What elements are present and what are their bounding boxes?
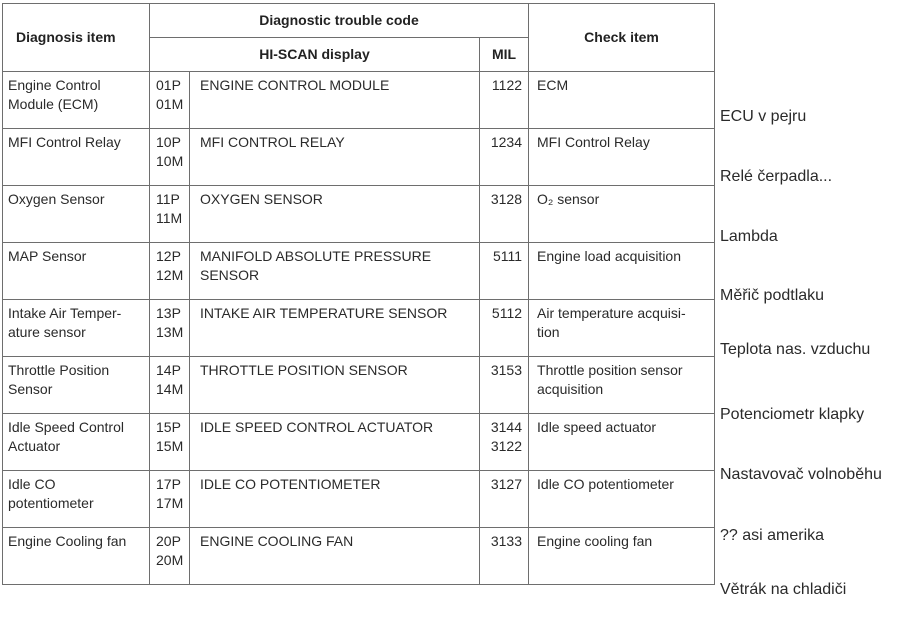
hiscan-display-cell	[190, 129, 480, 186]
hiscan-display-cell	[190, 471, 480, 528]
table-row	[3, 186, 715, 243]
check-item-cell	[529, 414, 715, 471]
diagnosis-item-cell-text: Engine Cooling fan	[8, 533, 127, 549]
hiscan-code-cell-text: 14P 14M	[156, 362, 184, 397]
mil-code-cell-text: 3153	[490, 362, 523, 378]
table-row	[3, 357, 715, 414]
diagnosis-item-cell	[3, 357, 150, 414]
table-row	[3, 72, 715, 129]
hiscan-code-cell	[150, 72, 190, 129]
hiscan-code-cell-text: 17P 17M	[156, 476, 184, 511]
hiscan-code-cell-text: 12P 12M	[156, 248, 184, 283]
table-row	[3, 528, 715, 585]
mil-code-cell	[480, 243, 529, 300]
hiscan-code-cell	[150, 471, 190, 528]
mil-code-cell-text: 5112	[491, 305, 523, 321]
hiscan-display-cell	[190, 357, 480, 414]
hiscan-display-cell-text: ENGINE COOLING FAN	[200, 533, 354, 549]
handwritten-note: Relé čerpadla...	[720, 168, 833, 185]
mil-code-cell	[480, 186, 529, 243]
handwritten-note: Nastavovač volnoběhu	[720, 466, 882, 483]
header-check-item: Check item	[529, 4, 715, 72]
hiscan-display-cell	[190, 414, 480, 471]
hiscan-display-cell	[190, 186, 480, 243]
header-diagnosis-item: Diagnosis item	[3, 4, 150, 72]
hiscan-display-cell-text: MFI CONTROL RELAY	[200, 134, 345, 150]
hiscan-display-cell	[190, 528, 480, 585]
hiscan-code-cell-text: 20P 20M	[156, 533, 184, 568]
hiscan-code-cell	[150, 243, 190, 300]
hiscan-code-cell	[150, 300, 190, 357]
hiscan-code-cell	[150, 528, 190, 585]
hiscan-display-cell-text: THROTTLE POSITION SENSOR	[200, 362, 408, 378]
hiscan-code-cell	[150, 414, 190, 471]
diagnosis-item-cell	[3, 528, 150, 585]
check-item-cell	[529, 528, 715, 585]
hiscan-code-cell	[150, 186, 190, 243]
check-item-cell-text: O₂ sensor	[537, 191, 600, 207]
check-item-cell-text: MFI Control Relay	[537, 134, 650, 150]
diagnosis-item-cell	[3, 72, 150, 129]
hiscan-display-cell	[190, 243, 480, 300]
diagnosis-item-cell	[3, 300, 150, 357]
hiscan-code-cell-text: 13P 13M	[156, 305, 184, 340]
handwritten-note: Měřič podtlaku	[720, 287, 825, 304]
handwritten-notes-column	[720, 0, 907, 635]
check-item-cell	[529, 129, 715, 186]
diagnosis-item-cell-text: MFI Control Relay	[8, 134, 121, 150]
table-row	[3, 471, 715, 528]
hiscan-display-cell-text: MANIFOLD ABSOLUTE PRESSURE SENSOR	[200, 248, 432, 283]
mil-code-cell	[480, 357, 529, 414]
hiscan-display-cell-text: INTAKE AIR TEMPERATURE SENSOR	[200, 305, 448, 321]
check-item-cell-text: Air temperature acquisi- tion	[537, 305, 686, 340]
header-hiscan-display: HI-SCAN display	[150, 38, 480, 72]
check-item-cell-text: Idle speed actuator	[537, 419, 657, 435]
mil-code-cell	[480, 414, 529, 471]
check-item-cell-text: Throttle position sensor acquisition	[537, 362, 683, 397]
handwritten-note: ECU v pejru	[720, 108, 807, 125]
mil-code-cell	[480, 72, 529, 129]
diagnosis-item-cell-text: Throttle Position Sensor	[8, 362, 110, 397]
diagnosis-item-cell	[3, 471, 150, 528]
diagnosis-item-cell-text: Idle CO potentiometer	[8, 476, 94, 511]
table-row	[3, 243, 715, 300]
table-row	[3, 414, 715, 471]
hiscan-display-cell-text: ENGINE CONTROL MODULE	[200, 77, 390, 93]
mil-code-cell	[480, 129, 529, 186]
diagnostic-trouble-code-table	[2, 3, 715, 585]
hiscan-code-cell	[150, 129, 190, 186]
mil-code-cell-text: 1234	[490, 134, 523, 150]
handwritten-note: Lambda	[720, 228, 778, 245]
table-row	[3, 300, 715, 357]
diagnosis-item-cell-text: Oxygen Sensor	[8, 191, 105, 207]
diagnosis-item-cell	[3, 414, 150, 471]
check-item-cell	[529, 300, 715, 357]
mil-code-cell	[480, 471, 529, 528]
handwritten-note: Větrák na chladiči	[720, 581, 847, 598]
mil-code-cell-text: 3144 3122	[490, 419, 523, 454]
hiscan-code-cell-text: 01P 01M	[156, 77, 184, 112]
diagnosis-item-cell	[3, 243, 150, 300]
diagnosis-item-cell-text: Intake Air Temper- ature sensor	[8, 305, 122, 340]
diagnosis-item-cell-text: Engine Control Module (ECM)	[8, 77, 101, 112]
check-item-cell-text: Idle CO potentiometer	[537, 476, 674, 492]
hiscan-display-cell	[190, 300, 480, 357]
check-item-cell	[529, 243, 715, 300]
mil-code-cell	[480, 528, 529, 585]
diagnosis-item-cell	[3, 129, 150, 186]
mil-code-cell-text: 3128	[490, 191, 523, 207]
diagnosis-item-cell	[3, 186, 150, 243]
mil-code-cell-text: 3133	[490, 533, 523, 549]
hiscan-display-cell-text: OXYGEN SENSOR	[200, 191, 323, 207]
mil-code-cell-text: 3127	[490, 476, 523, 492]
handwritten-note: Teplota nas. vzduchu	[720, 341, 871, 358]
check-item-cell	[529, 471, 715, 528]
check-item-cell	[529, 72, 715, 129]
handwritten-note: ?? asi amerika	[720, 527, 825, 544]
hiscan-code-cell-text: 10P 10M	[156, 134, 184, 169]
hiscan-display-cell	[190, 72, 480, 129]
diagnosis-item-cell-text: Idle Speed Control Actuator	[8, 419, 124, 454]
hiscan-code-cell	[150, 357, 190, 414]
mil-code-cell	[480, 300, 529, 357]
header-trouble-code: Diagnostic trouble code	[150, 4, 529, 38]
hiscan-display-cell-text: IDLE SPEED CONTROL ACTUATOR	[200, 419, 434, 435]
diagnosis-item-cell-text: MAP Sensor	[8, 248, 87, 264]
header-mil: MIL	[480, 38, 529, 72]
check-item-cell-text: ECM	[537, 77, 569, 93]
table-row	[3, 129, 715, 186]
handwritten-note: Potenciometr klapky	[720, 406, 865, 423]
check-item-cell	[529, 357, 715, 414]
check-item-cell-text: Engine load acquisition	[537, 248, 682, 264]
hiscan-display-cell-text: IDLE CO POTENTIOMETER	[200, 476, 381, 492]
mil-code-cell-text: 5111	[492, 248, 523, 264]
check-item-cell	[529, 186, 715, 243]
mil-code-cell-text: 1122	[491, 77, 523, 93]
hiscan-code-cell-text: 11P 11M	[156, 191, 183, 226]
hiscan-code-cell-text: 15P 15M	[156, 419, 184, 454]
check-item-cell-text: Engine cooling fan	[537, 533, 653, 549]
